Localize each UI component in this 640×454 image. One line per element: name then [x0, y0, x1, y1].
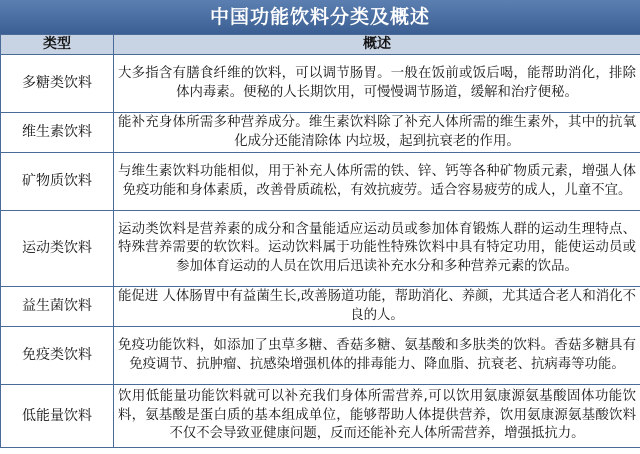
row-type: 多糖类饮料 — [1, 55, 114, 113]
row-type: 矿物质饮料 — [1, 153, 114, 211]
header-type: 类型 — [1, 35, 114, 55]
row-type: 低能量饮料 — [1, 385, 114, 448]
row-desc: 能促进 人体肠胃中有益菌生长,改善肠道功能，帮助消化、养颜，尤其适合老人和消化不良的人。 — [114, 287, 640, 327]
table-row — [1, 327, 640, 385]
table-row — [1, 385, 640, 448]
row-type: 运动类饮料 — [1, 211, 114, 287]
table-row — [1, 287, 640, 327]
row-desc: 运动类饮料是营养素的成分和含量能适应运动员或参加体育锻炼人群的运动生理特点、特殊营养需要的软饮料。运动饮料属于功能性特殊饮料中具有特定功用，能使运动员或参加体育运动的人员在饮用后迅读补充水分和多种营养元素的饮品。 — [114, 211, 640, 287]
table-row — [1, 113, 640, 153]
table-row — [1, 211, 640, 287]
row-desc: 饮用低能量功能饮料就可以补充我们身体所需营养,可以饮用氨康源氨基酸固体功能饮料，氨基酸是蛋白质的基本组成单位，能够帮助人体提供营养，饮用氨康源氨基酸饮料不仅不会导致亚健康问题，反而还能补充人体所需营养，增强抵抗力。 — [114, 385, 640, 448]
classification-table — [0, 34, 640, 448]
table-row — [1, 153, 640, 211]
row-desc: 能补充身体所需多种营养成分。维生素饮料除了补充人体所需的维生素外，其中的抗氧化成分还能清除体 内垃圾，起到抗衰老的作用。 — [114, 113, 640, 153]
row-desc: 免疫功能饮料，如添加了虫草多糖、香菇多糖、氨基酸和多肤类的饮料。香菇多糖具有免疫调节、抗肿瘤、抗感染增强机体的排毒能力、降血脂、抗衰老、抗病毒等功能。 — [114, 327, 640, 385]
row-type: 免疫类饮料 — [1, 327, 114, 385]
row-type: 益生菌饮料 — [1, 287, 114, 327]
header-desc: 概述 — [114, 35, 640, 55]
row-desc: 与维生素饮料功能相似，用于补充人体所需的铁、锌、钙等各种矿物质元素，增强人体免疫功能和身体素质，改善骨质疏松，有效抗疲劳。适合容易疲劳的成人，儿童不宜。 — [114, 153, 640, 211]
table-title: 中国功能饮料分类及概述 — [0, 0, 640, 34]
table-row — [1, 55, 640, 113]
row-desc: 大多指含有膳食纤维的饮料，可以调节肠胃。一般在饭前或饭后喝，能帮助消化，排除体内毒素。便秘的人长期饮用，可慢慢调节肠道，缓解和治疗便秘。 — [114, 55, 640, 113]
row-type: 维生素饮料 — [1, 113, 114, 153]
header-row — [1, 35, 640, 55]
